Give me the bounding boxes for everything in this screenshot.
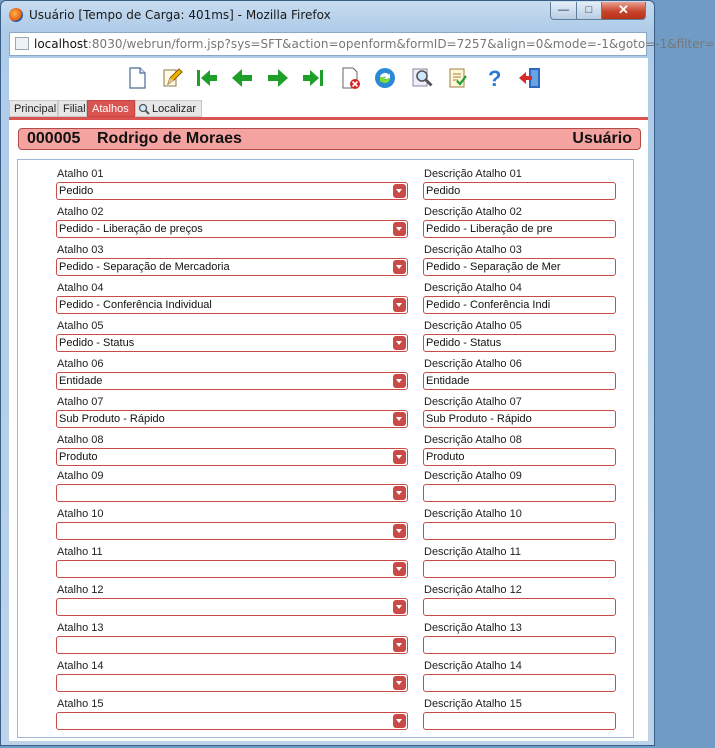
page-content	[9, 58, 648, 741]
shortcut-label: Atalho 14	[57, 660, 104, 672]
shortcut-label: Atalho 01	[57, 168, 104, 180]
shortcut-description-input[interactable]	[423, 484, 616, 502]
record-code: 000005	[27, 130, 81, 147]
shortcut-select-value: Pedido - Liberação de preços	[59, 223, 203, 235]
refresh-icon[interactable]	[373, 66, 397, 90]
dropdown-arrow-icon[interactable]	[393, 374, 406, 388]
shortcut-description-input[interactable]: Pedido	[423, 182, 616, 200]
shortcut-select[interactable]	[56, 674, 408, 692]
shortcut-description-input[interactable]: Sub Produto - Rápido	[423, 410, 616, 428]
record-header	[18, 128, 641, 150]
shortcut-select[interactable]	[56, 598, 408, 616]
shortcut-select[interactable]	[56, 296, 408, 314]
dropdown-arrow-icon[interactable]	[393, 524, 406, 538]
shortcut-description-label: Descrição Atalho 14	[424, 660, 522, 672]
minimize-button[interactable]: —	[550, 2, 577, 20]
shortcut-description-input[interactable]	[423, 598, 616, 616]
exit-icon[interactable]	[518, 66, 542, 90]
tab-localizar[interactable]	[135, 100, 202, 117]
shortcut-select[interactable]	[56, 560, 408, 578]
shortcut-description-input[interactable]: Pedido - Separação de Mer	[423, 258, 616, 276]
shortcut-label: Atalho 03	[57, 244, 104, 256]
dropdown-arrow-icon[interactable]	[393, 714, 406, 728]
shortcut-description-input[interactable]	[423, 560, 616, 578]
tab-atalhos[interactable]: Atalhos	[87, 100, 135, 117]
firefox-icon	[9, 8, 23, 22]
shortcut-select[interactable]	[56, 712, 408, 730]
toolbar	[9, 58, 648, 98]
shortcut-label: Atalho 12	[57, 584, 104, 596]
shortcut-label: Atalho 02	[57, 206, 104, 218]
shortcut-description-label: Descrição Atalho 11	[424, 546, 522, 558]
title-bar	[1, 1, 654, 29]
search-icon[interactable]	[411, 66, 435, 90]
shortcut-description-label: Descrição Atalho 13	[424, 622, 522, 634]
shortcut-description-label: Descrição Atalho 06	[424, 358, 522, 370]
record-name: Rodrigo de Moraes	[97, 130, 242, 147]
shortcut-select[interactable]	[56, 372, 408, 390]
shortcut-select[interactable]	[56, 484, 408, 502]
shortcut-description-input[interactable]: Pedido - Liberação de pre	[423, 220, 616, 238]
shortcut-label: Atalho 05	[57, 320, 104, 332]
shortcut-label: Atalho 07	[57, 396, 104, 408]
shortcut-label: Atalho 15	[57, 698, 104, 710]
shortcut-description-input[interactable]	[423, 712, 616, 730]
shortcut-select-value: Entidade	[59, 375, 103, 387]
shortcut-description-input[interactable]: Pedido - Status	[423, 334, 616, 352]
shortcut-label: Atalho 11	[57, 546, 103, 558]
shortcut-description-label: Descrição Atalho 03	[424, 244, 522, 256]
shortcut-description-label: Descrição Atalho 12	[424, 584, 522, 596]
shortcut-select[interactable]	[56, 182, 408, 200]
shortcut-description-label: Descrição Atalho 05	[424, 320, 522, 332]
shortcut-select-value: Pedido	[59, 185, 94, 197]
shortcut-description-input[interactable]: Pedido - Conferência Indi	[423, 296, 616, 314]
shortcut-select-value: Pedido - Conferência Individual	[59, 299, 212, 311]
dropdown-arrow-icon[interactable]	[393, 298, 406, 312]
next-record-icon[interactable]	[266, 66, 290, 90]
shortcut-description-input[interactable]	[423, 674, 616, 692]
close-button[interactable]: ✕	[601, 2, 646, 20]
shortcut-label: Atalho 09	[57, 470, 104, 482]
url-host: localhost	[34, 37, 88, 51]
shortcut-select[interactable]	[56, 258, 408, 276]
tab-underline	[9, 117, 648, 120]
shortcut-select-value: Produto	[59, 451, 98, 463]
shortcut-description-label: Descrição Atalho 07	[424, 396, 522, 408]
shortcut-label: Atalho 06	[57, 358, 104, 370]
shortcut-description-label: Descrição Atalho 08	[424, 434, 522, 446]
page-icon	[15, 37, 29, 50]
shortcut-select-value: Pedido - Status	[59, 337, 135, 349]
report-icon[interactable]	[446, 66, 470, 90]
previous-record-icon[interactable]	[230, 66, 254, 90]
shortcut-description-input[interactable]	[423, 522, 616, 540]
shortcut-label: Atalho 10	[57, 508, 104, 520]
shortcut-select[interactable]	[56, 334, 408, 352]
shortcut-select-value: Pedido - Separação de Mercadoria	[59, 261, 230, 273]
dropdown-arrow-icon[interactable]	[393, 412, 406, 426]
dropdown-arrow-icon[interactable]	[393, 222, 406, 236]
first-record-icon[interactable]	[195, 66, 219, 90]
shortcut-description-label: Descrição Atalho 04	[424, 282, 522, 294]
shortcut-select[interactable]	[56, 410, 408, 428]
dropdown-arrow-icon[interactable]	[393, 600, 406, 614]
dropdown-arrow-icon[interactable]	[393, 676, 406, 690]
dropdown-arrow-icon[interactable]	[393, 450, 406, 464]
shortcuts-panel	[17, 159, 634, 738]
tab-filial[interactable]: Filial	[58, 100, 87, 117]
url-path: :8030/webrun/form.jsp?sys=SFT&action=openform&formID=7257&align=0&mode=-1&goto=-1&filter=	[87, 37, 715, 51]
shortcut-description-label: Descrição Atalho 02	[424, 206, 522, 218]
last-record-icon[interactable]	[301, 66, 325, 90]
dropdown-arrow-icon[interactable]	[393, 184, 406, 198]
dropdown-arrow-icon[interactable]	[393, 486, 406, 500]
dropdown-arrow-icon[interactable]	[393, 260, 406, 274]
shortcut-description-input[interactable]	[423, 636, 616, 654]
magnifier-icon	[138, 103, 150, 115]
shortcut-label: Atalho 04	[57, 282, 104, 294]
shortcut-select[interactable]	[56, 636, 408, 654]
tab-localizar-label: Localizar	[152, 103, 197, 115]
shortcut-select-value: Sub Produto - Rápido	[59, 413, 165, 425]
shortcut-label: Atalho 08	[57, 434, 104, 446]
shortcut-description-label: Descrição Atalho 15	[424, 698, 522, 710]
help-icon[interactable]	[482, 66, 506, 90]
shortcut-description-label: Descrição Atalho 09	[424, 470, 522, 482]
shortcut-description-label: Descrição Atalho 10	[424, 508, 522, 520]
dropdown-arrow-icon[interactable]	[393, 638, 406, 652]
new-document-icon[interactable]	[125, 66, 149, 90]
shortcut-select[interactable]	[56, 522, 408, 540]
shortcut-select[interactable]	[56, 448, 408, 466]
edit-icon[interactable]	[160, 66, 184, 90]
shortcut-description-input[interactable]: Produto	[423, 448, 616, 466]
shortcut-select[interactable]	[56, 220, 408, 238]
tab-principal[interactable]: Principal	[9, 100, 58, 117]
dropdown-arrow-icon[interactable]	[393, 336, 406, 350]
shortcut-description-label: Descrição Atalho 01	[424, 168, 522, 180]
url-bar[interactable]	[9, 32, 715, 56]
dropdown-arrow-icon[interactable]	[393, 562, 406, 576]
window-title: Usuário [Tempo de Carga: 401ms] - Mozilla Firefox	[29, 8, 331, 22]
svg-text:?: ?	[488, 66, 502, 91]
delete-record-icon[interactable]	[339, 66, 363, 90]
entity-name: Usuário	[572, 130, 632, 147]
shortcut-description-input[interactable]: Entidade	[423, 372, 616, 390]
shortcut-label: Atalho 13	[57, 622, 104, 634]
maximize-button[interactable]: □	[576, 2, 602, 20]
